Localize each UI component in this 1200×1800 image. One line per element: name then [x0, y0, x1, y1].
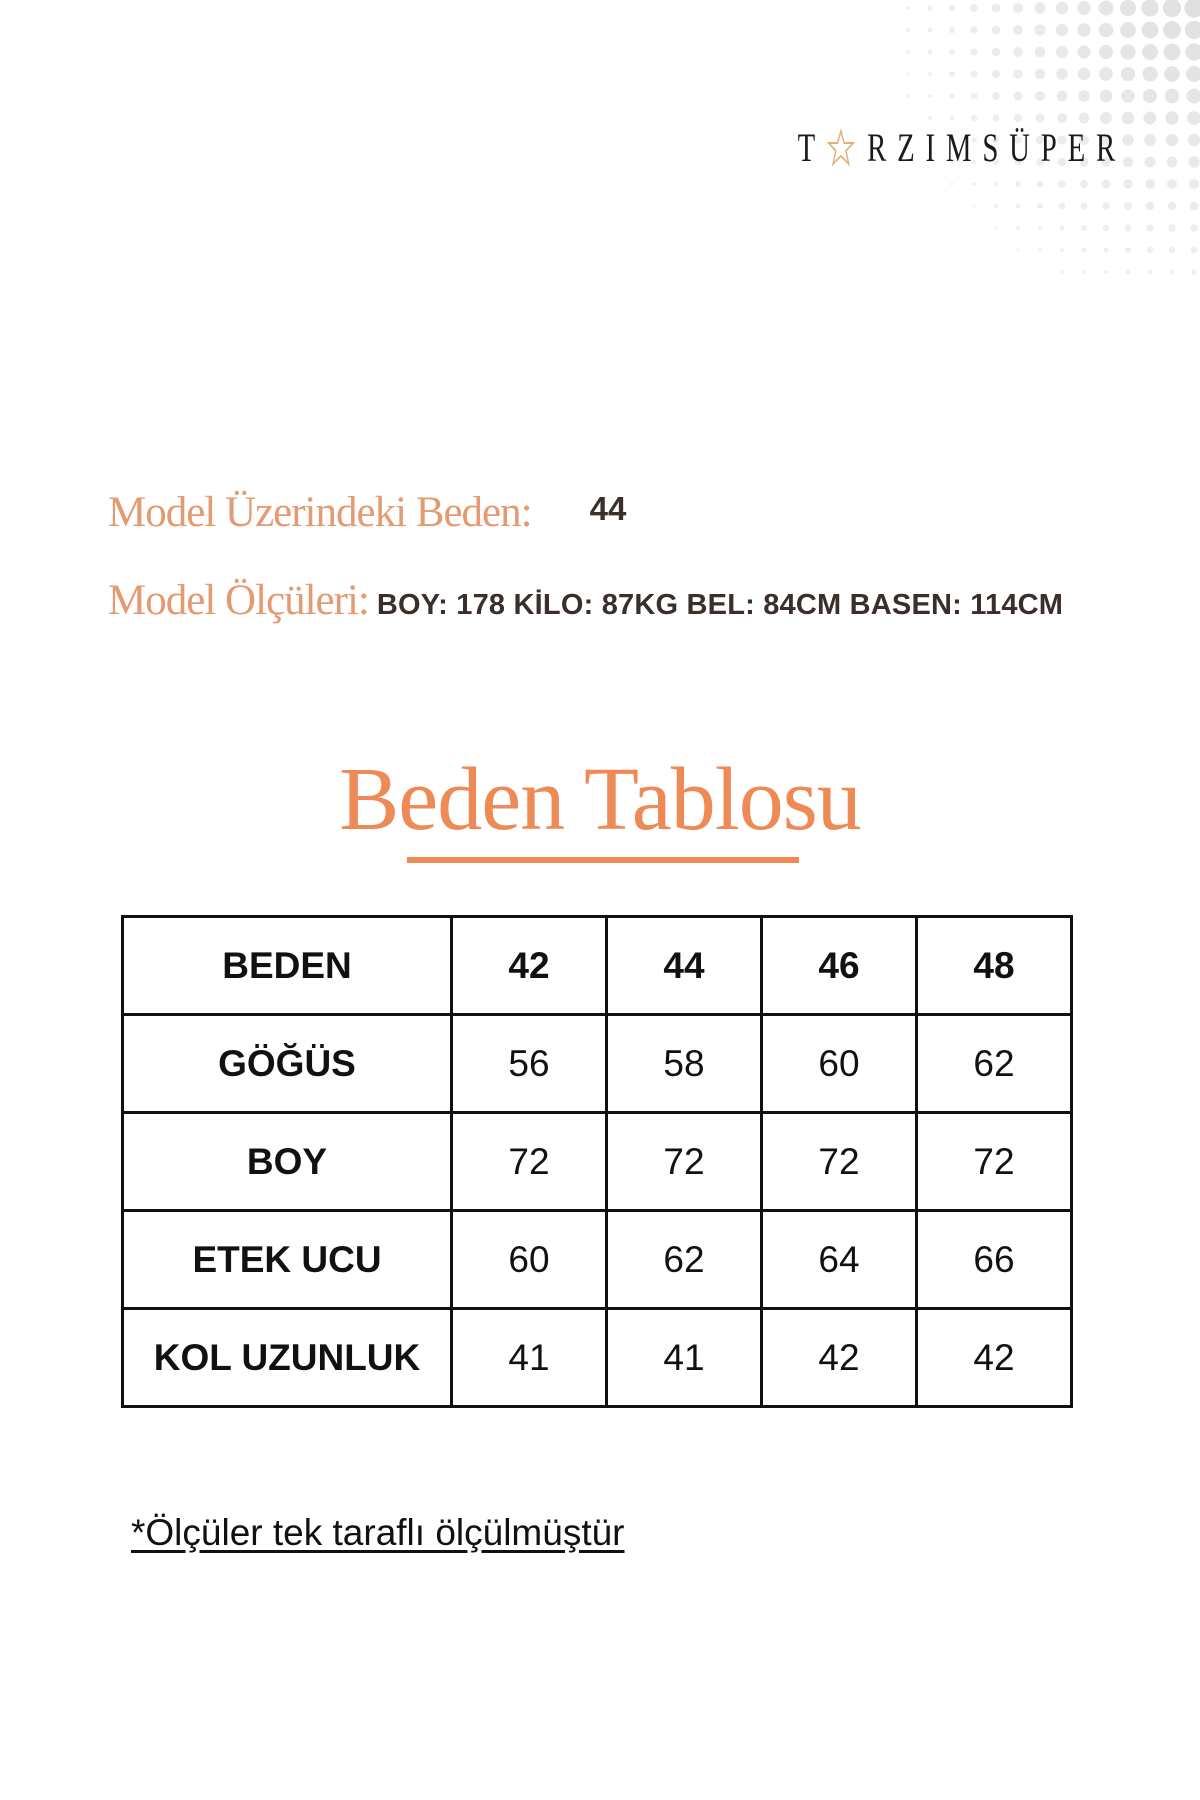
decorative-dot [970, 26, 978, 34]
decorative-dot [1146, 224, 1153, 231]
decorative-dot [992, 114, 999, 121]
decorative-dot [1187, 89, 1200, 104]
decorative-dot [1103, 225, 1110, 232]
decorative-dot [1100, 90, 1113, 103]
decorative-dot [1125, 247, 1131, 253]
table-cell: 72 [917, 1113, 1072, 1211]
decorative-dot [1120, 0, 1136, 16]
decorative-dot [949, 71, 955, 77]
model-measurements-label: Model Ölçüleri: [108, 577, 369, 624]
decorative-dot [1189, 179, 1199, 189]
decorative-dot [928, 94, 932, 98]
decorative-dot [1099, 1, 1114, 16]
row-label: BOY [123, 1113, 452, 1211]
row-label: GÖĞÜS [123, 1015, 452, 1113]
decorative-dot [1144, 134, 1156, 146]
decorative-dot [1034, 2, 1045, 13]
decorative-dot [1102, 202, 1110, 210]
decorative-dot [1186, 66, 1200, 82]
table-cell: 56 [452, 1015, 607, 1113]
decorative-dot [1191, 269, 1196, 274]
decorative-dot [1147, 247, 1153, 253]
logo-letter: S [982, 125, 1010, 170]
decorative-dot [906, 72, 910, 76]
decorative-dot [1015, 181, 1021, 187]
decorative-dot [971, 93, 978, 100]
decorative-dot [949, 115, 954, 120]
decorative-dot [1057, 113, 1067, 123]
table-cell: 62 [917, 1015, 1072, 1113]
decorative-dot [1169, 269, 1174, 274]
logo-letter: R [867, 125, 898, 170]
decorative-dot [1120, 22, 1136, 38]
measurement-note: *Ölçüler tek taraflı ölçülmüştür [131, 1512, 625, 1553]
decorative-dot [1121, 67, 1135, 81]
table-cell: 72 [607, 1113, 762, 1211]
decorative-dot [1082, 248, 1087, 253]
decorative-dot [1013, 69, 1022, 78]
decorative-dot [1014, 114, 1022, 122]
decorative-dot [1038, 248, 1042, 252]
decorative-dot [1143, 89, 1157, 103]
decorative-dot [1037, 203, 1043, 209]
size-chart-table [121, 915, 1073, 1408]
decorative-dot [1163, 21, 1181, 39]
decorative-dot [1190, 224, 1198, 232]
decorative-dot [949, 93, 955, 99]
decorative-dot [1077, 23, 1090, 36]
decorative-dot [1124, 202, 1132, 210]
decorative-dot [1145, 179, 1155, 189]
table-header-size: 48 [917, 917, 1072, 1015]
decorative-dot [949, 5, 955, 11]
decorative-dot [1078, 90, 1090, 102]
decorative-dot [1125, 225, 1132, 232]
logo-letter: E [1067, 125, 1096, 170]
decorative-dot [1120, 44, 1135, 59]
logo-letter: R [1095, 125, 1126, 170]
decorative-dot [1126, 270, 1131, 275]
row-label: ETEK UCU [123, 1211, 452, 1309]
decorative-dot [1060, 248, 1064, 252]
decorative-dot [1144, 112, 1157, 125]
table-cell: 72 [452, 1113, 607, 1211]
decorative-dot [950, 182, 953, 185]
decorative-dot [1060, 270, 1063, 273]
table-row [123, 1211, 1072, 1309]
table-header-label: BEDEN [123, 917, 452, 1015]
decorative-dot [1102, 180, 1111, 189]
decorative-dot [1166, 134, 1178, 146]
decorative-dot [1184, 0, 1200, 18]
decorative-dot [1038, 226, 1043, 231]
model-size-line [108, 488, 626, 537]
decorative-dot [1058, 180, 1065, 187]
table-header-row [123, 917, 1072, 1015]
table-cell: 41 [607, 1309, 762, 1407]
decorative-dot [970, 4, 978, 12]
decorative-dot [1099, 45, 1113, 59]
decorative-dot [1142, 22, 1159, 39]
logo-letter: P [1040, 125, 1068, 170]
decorative-dot [1146, 202, 1154, 210]
table-cell: 42 [917, 1309, 1072, 1407]
decorative-dot [1145, 157, 1156, 168]
decorative-dot [1142, 44, 1158, 60]
table-cell: 62 [607, 1211, 762, 1309]
table-row [123, 1113, 1072, 1211]
decorative-dot [1080, 202, 1087, 209]
size-chart-title: Beden Tablosu [339, 750, 861, 849]
logo-letter: Ü [1009, 125, 1041, 170]
decorative-dot [1188, 156, 1199, 167]
decorative-dot [1121, 89, 1134, 102]
decorative-dot [1142, 66, 1157, 81]
decorative-dot [1077, 1, 1091, 15]
model-measurements-value: BOY: 178 KİLO: 87KG BEL: 84CM BASEN: 114CM [376, 589, 1064, 621]
decorative-dot [1100, 112, 1112, 124]
logo-letter: M [945, 125, 983, 170]
decorative-dot [1056, 68, 1067, 79]
decorative-dot [1188, 134, 1200, 146]
table-header-size: 46 [762, 917, 917, 1015]
decorative-dot [1016, 248, 1019, 251]
decorative-dot [1099, 67, 1112, 80]
decorative-dot [970, 48, 977, 55]
table-header-size: 42 [452, 917, 607, 1015]
table-cell: 42 [762, 1309, 917, 1407]
decorative-dot [1056, 24, 1068, 36]
brand-logo [798, 124, 1126, 171]
decorative-dot [1056, 46, 1068, 58]
logo-letter: I [925, 125, 946, 170]
decorative-dot [972, 182, 976, 186]
decorative-dot [971, 115, 977, 121]
decorative-dot [1168, 202, 1177, 211]
decorative-dot [928, 72, 933, 77]
decorative-dot [949, 27, 955, 33]
decorative-dot [1056, 2, 1068, 14]
decorative-dot [1166, 156, 1177, 167]
decorative-dot [906, 28, 910, 32]
title-underline [407, 857, 799, 863]
decorative-dot [906, 94, 909, 97]
decorative-dot [1016, 204, 1021, 209]
decorative-dot [970, 70, 977, 77]
decorative-dot [1081, 225, 1087, 231]
decorative-dot [1141, 0, 1158, 17]
table-cell: 72 [762, 1113, 917, 1211]
decorative-dot [1122, 112, 1134, 124]
table-cell: 66 [917, 1211, 1072, 1309]
decorative-dot [1099, 23, 1114, 38]
logo-letter: Z [897, 125, 926, 170]
decorative-dot [992, 26, 1001, 35]
decorative-dot [906, 6, 910, 10]
decorative-dot [1164, 66, 1180, 82]
decorative-dot [1013, 3, 1023, 13]
star-icon [826, 128, 856, 168]
decorative-dot [992, 4, 1001, 13]
decorative-dot [1165, 89, 1180, 104]
decorative-dot [1077, 45, 1090, 58]
table-cell: 41 [452, 1309, 607, 1407]
decorative-dot [1080, 180, 1088, 188]
decorative-dot [1035, 69, 1045, 79]
decorative-dot [1169, 247, 1175, 253]
decorative-dot [1185, 21, 1200, 39]
decorative-dot [992, 48, 1001, 57]
table-cell: 60 [452, 1211, 607, 1309]
decorative-dot [1104, 270, 1108, 274]
decorative-dot [927, 27, 932, 32]
decorative-dot [928, 50, 933, 55]
decorative-dot [1013, 47, 1023, 57]
decorative-dot [1013, 25, 1023, 35]
table-header-size: 44 [607, 917, 762, 1015]
decorative-dot [994, 226, 997, 229]
table-cell: 60 [762, 1015, 917, 1113]
row-label: KOL UZUNLUK [123, 1309, 452, 1407]
decorative-dot [1164, 44, 1181, 61]
decorative-dot [1035, 113, 1044, 122]
decorative-dot [1082, 270, 1086, 274]
decorative-dot [1059, 225, 1064, 230]
decorative-dot [1035, 47, 1046, 58]
table-row [123, 1015, 1072, 1113]
decorative-dot [1034, 24, 1045, 35]
decorative-dot [927, 5, 932, 10]
decorative-dot [1057, 91, 1068, 102]
model-measurements-line [108, 576, 1063, 625]
decorative-dot [994, 204, 998, 208]
decorative-dot [993, 181, 998, 186]
decorative-dot [1168, 224, 1175, 231]
decorative-dot [1148, 270, 1153, 275]
decorative-dot [1187, 111, 1200, 125]
decorative-dot [992, 92, 1000, 100]
model-size-value: 44 [589, 490, 627, 527]
decorative-dot [1167, 179, 1177, 189]
decorative-dot [949, 49, 955, 55]
decorative-dot [1163, 0, 1181, 17]
decorative-dot [1035, 91, 1045, 101]
decorative-dot [992, 70, 1000, 78]
table-cell: 58 [607, 1015, 762, 1113]
decorative-dot [1191, 247, 1197, 253]
decorative-dot [1037, 181, 1044, 188]
decorative-dot [972, 204, 975, 207]
decorative-dot [928, 116, 932, 120]
model-size-label: Model Üzerindeki Beden: [108, 489, 532, 536]
decorative-dot [1016, 226, 1020, 230]
decorative-dot [1165, 111, 1178, 124]
decorative-dot [906, 50, 910, 54]
decorative-dot [1185, 43, 1200, 60]
decorative-dot [1079, 113, 1090, 124]
table-row [123, 1309, 1072, 1407]
decorative-dot [1059, 203, 1065, 209]
decorative-dot [1123, 179, 1132, 188]
decorative-dot [1190, 202, 1199, 211]
table-cell: 64 [762, 1211, 917, 1309]
decorative-dot [1078, 68, 1091, 81]
decorative-dot [1014, 92, 1023, 101]
logo-letter: T [797, 125, 827, 170]
decorative-dot [1103, 247, 1108, 252]
